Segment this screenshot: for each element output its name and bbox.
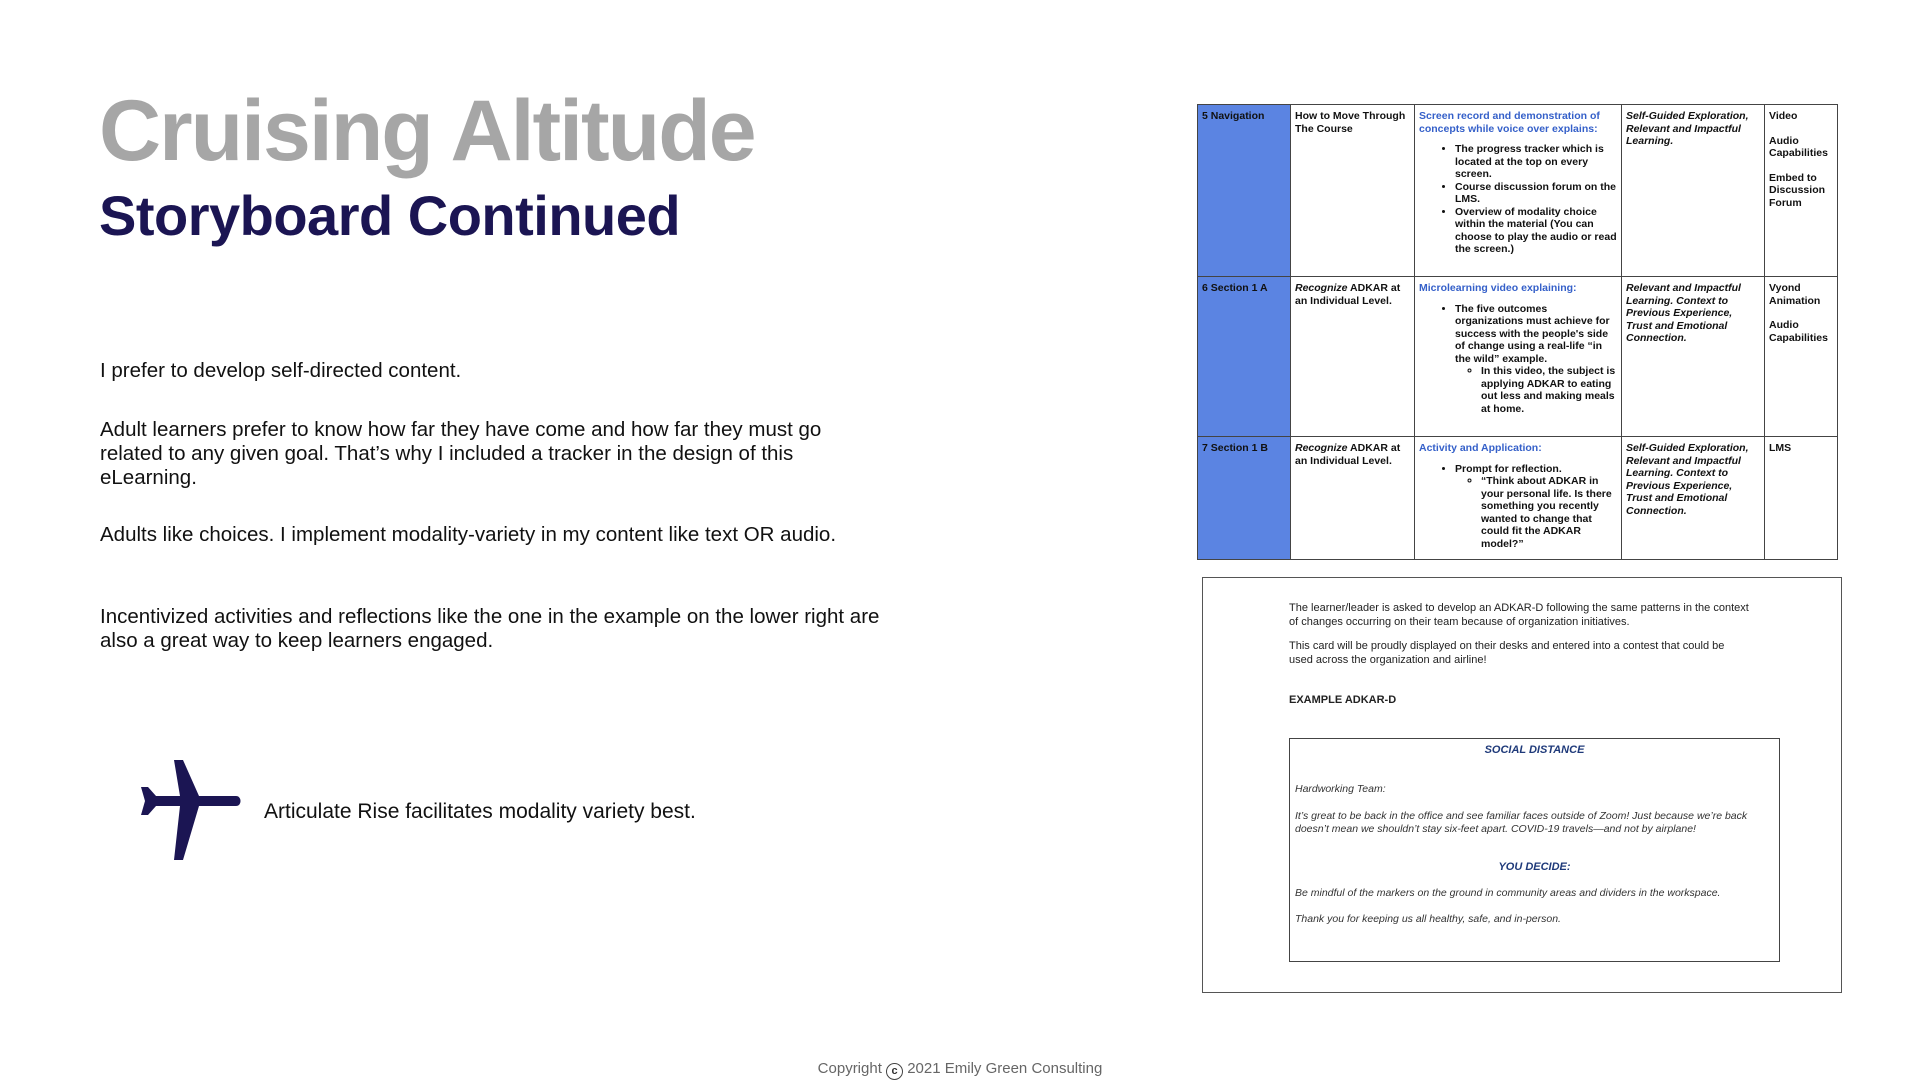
- row-label: 5 Navigation: [1198, 105, 1291, 277]
- row-principles: Relevant and Impactful Learning. Context to Previous Experience, Trust and Emotional Connection.: [1622, 277, 1765, 437]
- paragraph-tracker: Adult learners prefer to know how far they have come and how far they must go related to any given goal. That’s why I included a tracker in the design of this eLearning.: [100, 418, 822, 489]
- row-objective: How to Move Through The Course: [1291, 105, 1415, 277]
- content-heading: Screen record and demonstration of concepts while voice over explains:: [1419, 110, 1600, 135]
- content-bullets: [1419, 463, 1617, 551]
- list-item-text: Prompt for reflection.: [1455, 462, 1562, 475]
- row-principles: Self-Guided Exploration, Relevant and Impactful Learning. Context to Previous Experience, Trust and Emotional Connection.: [1622, 437, 1765, 560]
- adkar-message: It’s great to be back in the office and see familiar faces outside of Zoom! Just because we’re back doesn’t mean we shouldn’t stay six-feet apart. COVID-19 travels—and not by airplane!: [1295, 810, 1748, 835]
- paragraph-self-directed: I prefer to develop self-directed content.: [100, 359, 462, 382]
- media-item: Vyond Animation: [1769, 282, 1821, 307]
- copyright-label: Copyright: [817, 1060, 882, 1077]
- card-heading: EXAMPLE ADKAR-D: [1289, 694, 1397, 706]
- example-card: [1202, 577, 1842, 993]
- adkar-decide-title: YOU DECIDE:: [1498, 861, 1571, 873]
- row-content: [1415, 437, 1622, 560]
- row-media: [1765, 277, 1838, 437]
- row-label: 7 Section 1 B: [1198, 437, 1291, 560]
- adkar-title: SOCIAL DISTANCE: [1484, 744, 1585, 756]
- list-item: [1455, 463, 1617, 551]
- row-principles: Self-Guided Exploration, Relevant and Impactful Learning.: [1622, 105, 1765, 277]
- paragraph-incentives: Incentivized activities and reflections like the one in the example on the lower right are also a great way to keep learners engaged.: [100, 605, 880, 652]
- media-item: Video: [1769, 110, 1798, 122]
- adkar-thanks: Thank you for keeping us all healthy, safe, and in-person.: [1295, 913, 1561, 925]
- copyright-text: 2021 Emily Green Consulting: [907, 1060, 1103, 1077]
- media-item: Audio Capabilities: [1769, 134, 1828, 159]
- list-item: [1455, 303, 1617, 416]
- row-objective: [1291, 277, 1415, 437]
- card-intro: The learner/leader is asked to develop an ADKAR-D following the same patterns in the context of changes occurring on their team because of organization initiatives.: [1289, 602, 1749, 628]
- objective-verb: Recognize: [1295, 282, 1348, 294]
- adkar-decide-text: Be mindful of the markers on the ground in community areas and dividers in the workspace.: [1295, 887, 1721, 899]
- airplane-icon: [136, 760, 244, 860]
- slide-title: Cruising Altitude: [99, 83, 755, 179]
- media-item: LMS: [1769, 442, 1792, 454]
- objective-text: ADKAR at an Individual Level.: [1295, 282, 1401, 307]
- copyright-icon: c: [886, 1063, 903, 1080]
- list-item: • Course discussion forum on the LMS.: [1455, 181, 1617, 206]
- objective-text: ADKAR at an Individual Level.: [1295, 442, 1401, 467]
- storyboard-table: [1197, 104, 1838, 560]
- content-bullets: [1419, 303, 1617, 416]
- objective-verb: Recognize: [1295, 442, 1348, 454]
- card-contest: This card will be proudly displayed on their desks and entered into a contest that could be used across the organization and airline!: [1289, 640, 1725, 666]
- adkar-greeting: Hardworking Team:: [1295, 783, 1386, 795]
- plane-caption: Articulate Rise facilitates modality variety best.: [264, 800, 696, 823]
- table-row: [1198, 105, 1838, 277]
- media-item: Audio Capabilities: [1769, 319, 1828, 344]
- list-item-text: The five outcomes organizations must achieve for success with the people's side of change using a real-life “in the wild” example.: [1455, 302, 1610, 365]
- table-row: [1198, 437, 1838, 560]
- row-content: [1415, 277, 1622, 437]
- row-label: 6 Section 1 A: [1198, 277, 1291, 437]
- sub-list-item: ◦ “Think about ADKAR in your personal life. Is there something you recently wanted to change that could fit the ADKAR model?”: [1481, 475, 1617, 550]
- row-media: [1765, 105, 1838, 277]
- content-heading: Microlearning video explaining:: [1419, 282, 1577, 294]
- adkar-card: [1289, 738, 1780, 962]
- row-media: [1765, 437, 1838, 560]
- media-item: Embed to Discussion Forum: [1769, 171, 1826, 209]
- list-item: • The progress tracker which is located at the top on every screen.: [1455, 143, 1617, 181]
- paragraph-choices: Adults like choices. I implement modality-variety in my content like text OR audio.: [100, 523, 837, 546]
- content-bullets: [1419, 143, 1617, 256]
- sub-list-item: ◦ In this video, the subject is applying ADKAR to eating out less and making meals at home.: [1481, 365, 1617, 415]
- row-objective: [1291, 437, 1415, 560]
- table-row: [1198, 277, 1838, 437]
- list-item: • Overview of modality choice within the material (You can choose to play the audio or read the screen.): [1455, 206, 1617, 256]
- copyright-footer: [0, 1060, 1920, 1080]
- content-heading: Activity and Application:: [1419, 442, 1542, 454]
- row-content: [1415, 105, 1622, 277]
- slide-subtitle: Storyboard Continued: [99, 184, 681, 247]
